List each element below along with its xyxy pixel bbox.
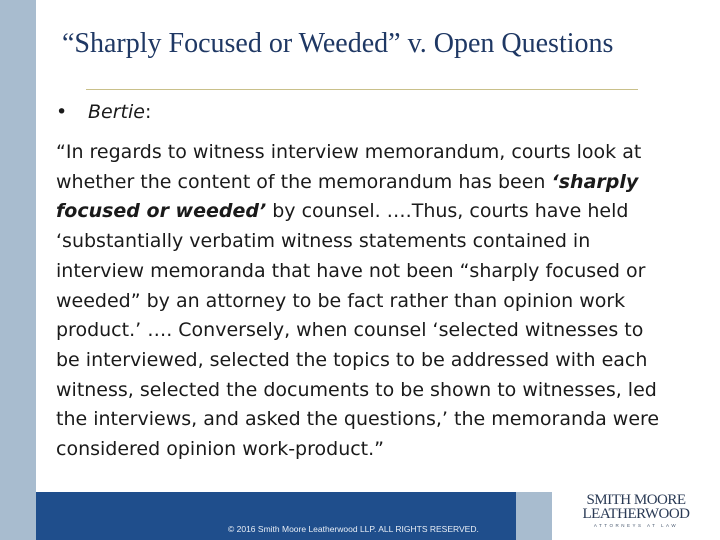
quote-text-run: whether the content of the memorandum has been [56, 170, 552, 193]
quote-line [56, 138, 716, 168]
quote-line [56, 257, 716, 287]
quote-text-run: considered opinion work-product.” [56, 438, 385, 461]
quote-emphasis: ‘sharply [551, 170, 639, 193]
quote-text-run: the interviews, and asked the questions,’ the memoranda were [56, 408, 660, 431]
quote-line [56, 316, 716, 346]
speaker-colon: : [144, 101, 152, 123]
slide-title: “Sharply Focused or Weeded” v. Open Questions [62, 28, 614, 59]
bullet-marker: • [56, 101, 68, 123]
logo-line-1: SMITH MOORE [586, 492, 686, 508]
speaker-name: Bertie [88, 101, 145, 123]
footer-accent-block [516, 492, 552, 540]
quote-line [56, 435, 716, 465]
quote-text-run: “In regards to witness interview memorandum, courts look at [56, 141, 642, 163]
quote-emphasis: focused or weeded’ [56, 200, 267, 223]
quote-text-run: interview memoranda that have not been “sharply focused or [56, 259, 646, 282]
firm-logo [574, 493, 698, 528]
quote-text [56, 138, 716, 465]
quote-text-run: be interviewed, selected the topics to be addressed with each [56, 348, 648, 371]
bullet-speaker-line [56, 101, 151, 123]
quote-text-run: product.’ …. Conversely, when counsel ‘selected witnesses to [56, 319, 644, 342]
logo-tagline: ATTORNEYS AT LAW [593, 523, 679, 528]
copyright-notice: © 2016 Smith Moore Leatherwood LLP. ALL RIGHTS RESERVED. [228, 524, 479, 534]
quote-line [56, 197, 716, 227]
logo-line-2: LEATHERWOOD [582, 506, 690, 522]
quote-text-run: by counsel. ….Thus, courts have held [266, 200, 629, 223]
quote-line [56, 405, 716, 435]
left-accent-band [0, 0, 36, 540]
quote-line [56, 227, 716, 257]
title-divider [86, 89, 638, 90]
quote-text-run: weeded” by an attorney to be fact rather than opinion work [56, 289, 626, 312]
quote-line [56, 168, 716, 198]
quote-text-run: witness, selected the documents to be shown to witnesses, led [56, 378, 657, 401]
quote-line [56, 346, 716, 376]
quote-line [56, 287, 716, 317]
quote-line [56, 376, 716, 406]
quote-text-run: ‘substantially verbatim witness statements contained in [56, 230, 591, 253]
